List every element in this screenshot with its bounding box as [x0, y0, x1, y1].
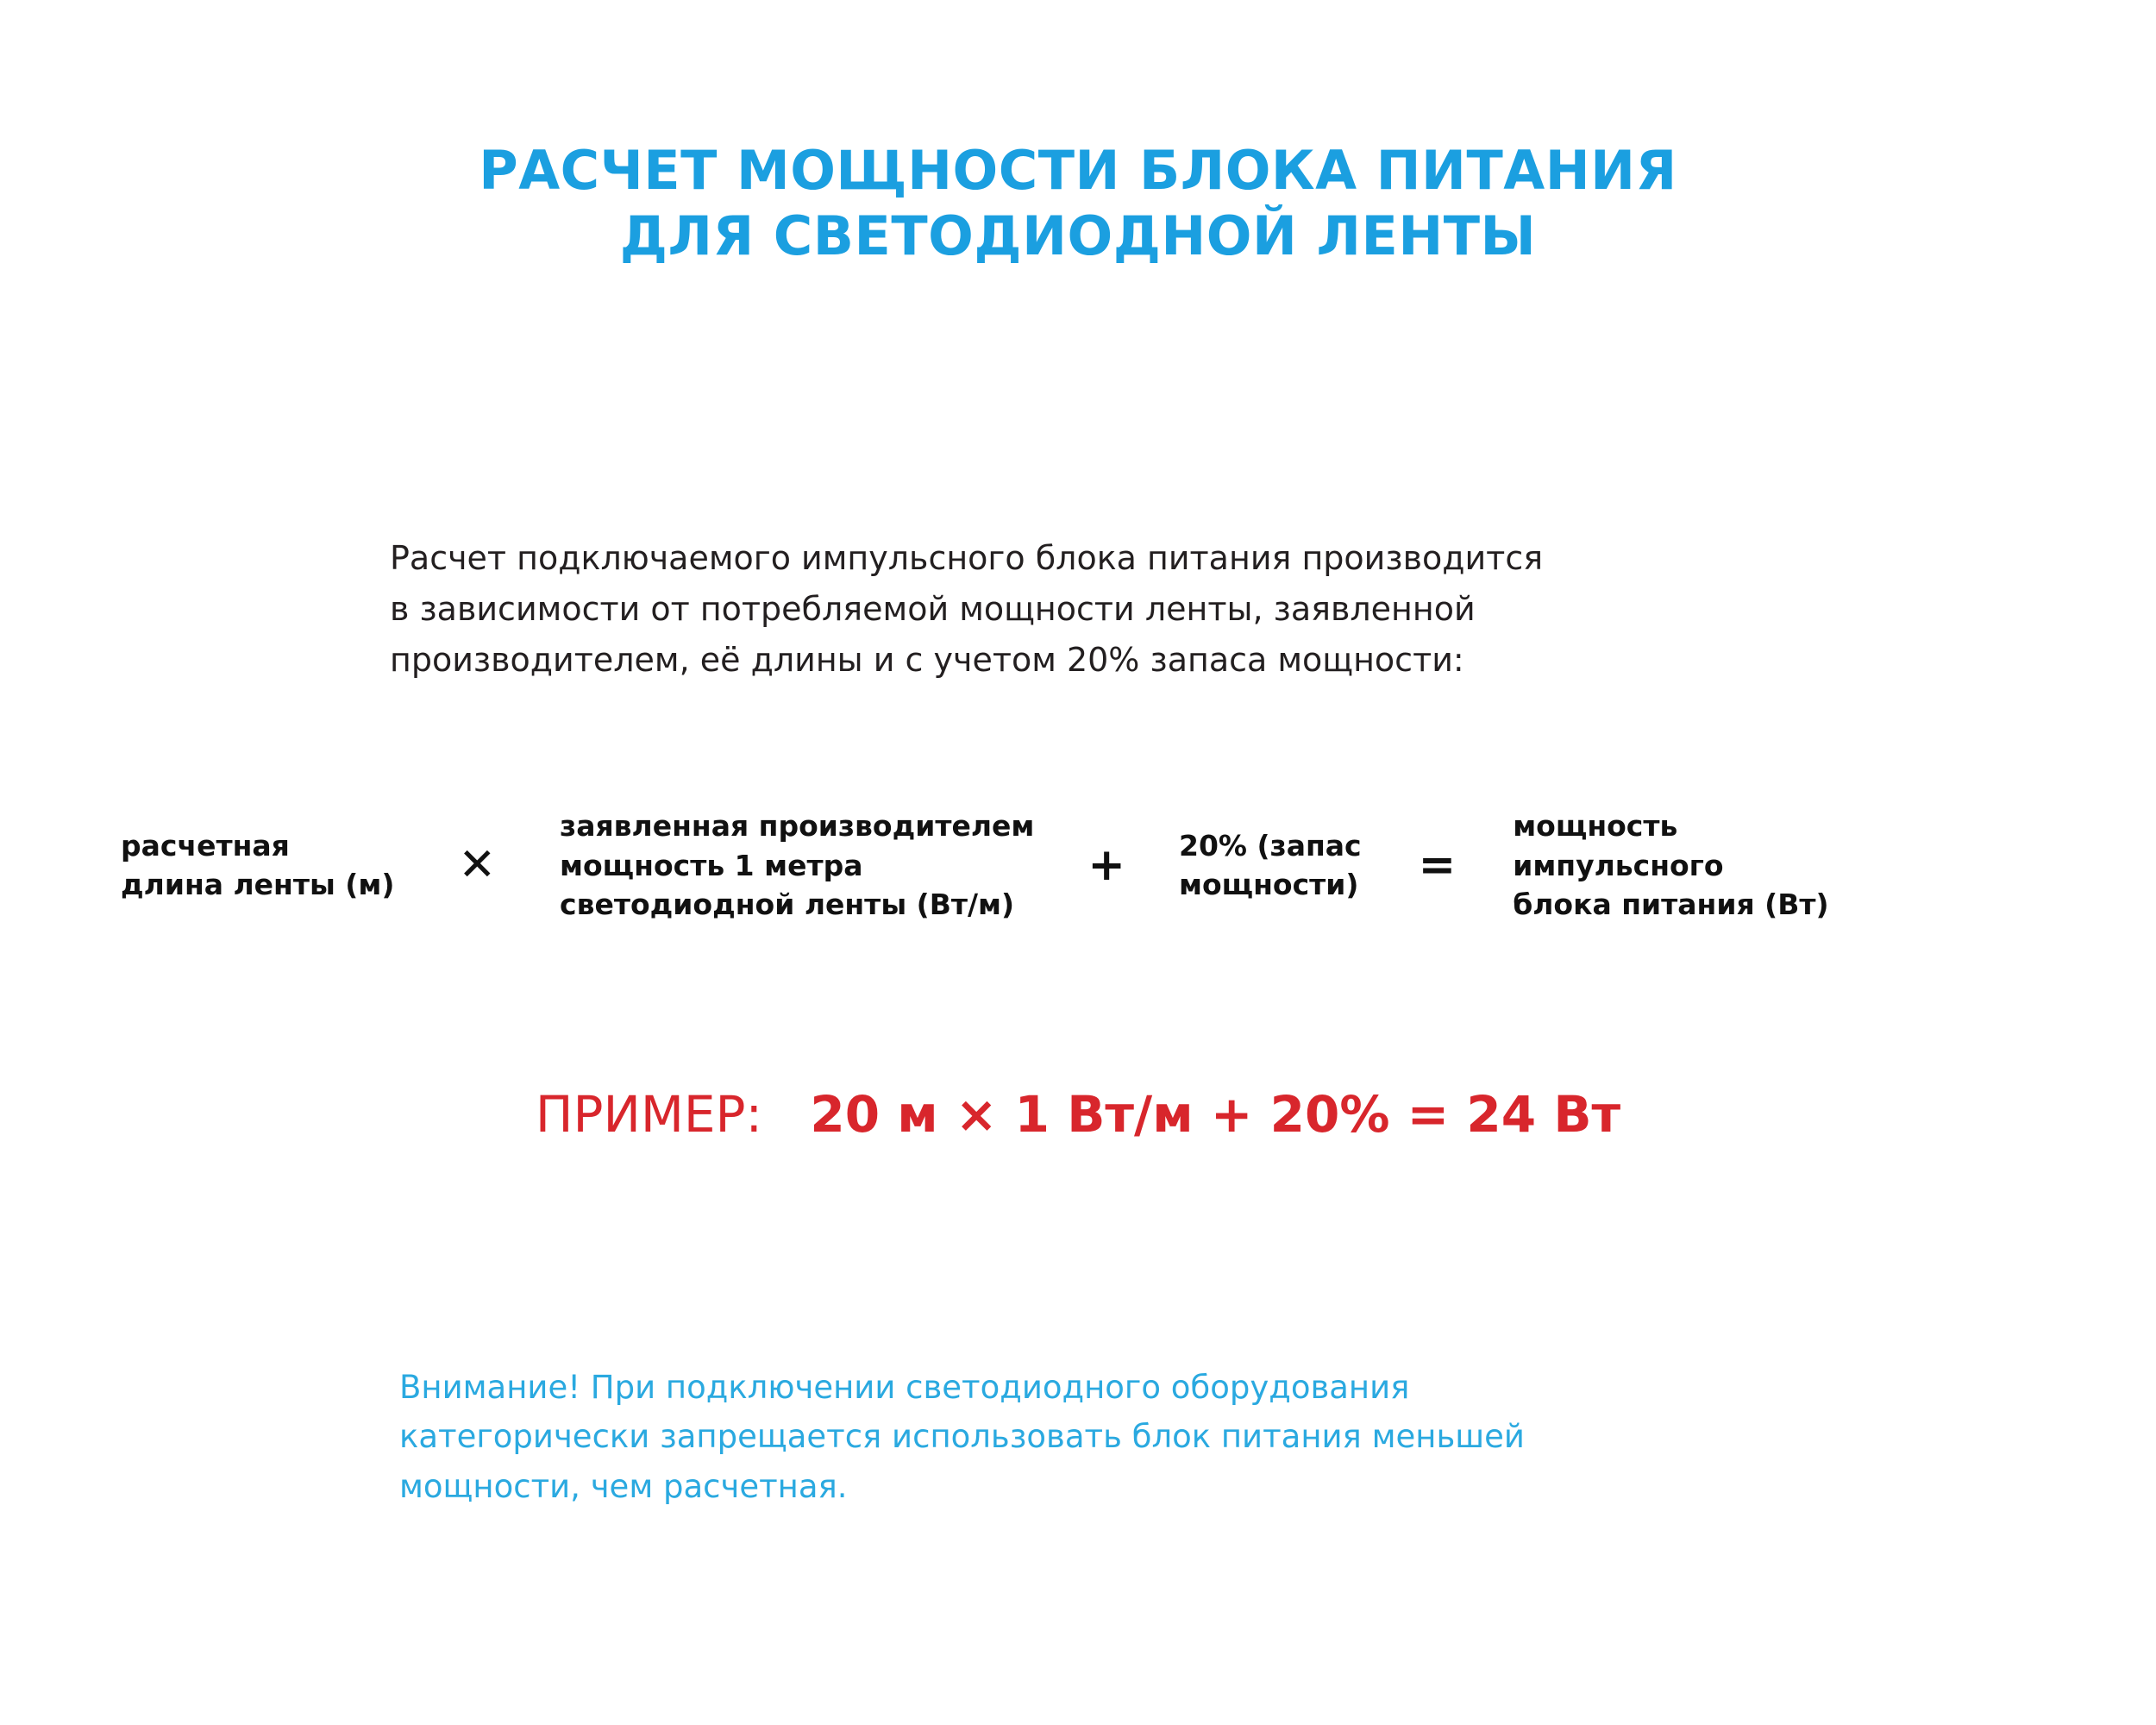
formula-term-declared-power	[560, 806, 1034, 925]
formula-term-length	[121, 826, 394, 905]
power-formula	[121, 806, 2044, 925]
intro-paragraph	[390, 533, 1856, 686]
example-value: 20 м × 1 Вт/м + 20% = 24 Вт	[810, 1085, 1621, 1144]
formula-term-result-line-3: блока питания (Вт)	[1513, 888, 1829, 922]
example-label: ПРИМЕР:	[535, 1085, 763, 1144]
formula-term-length-line-2: длина ленты (м)	[121, 868, 395, 902]
page-title-line-1: РАСЧЕТ МОЩНОСТИ БЛОКА ПИТАНИЯ	[479, 139, 1677, 202]
plus-icon: +	[1087, 839, 1125, 892]
intro-line-3: производителем, её длины и с учетом 20% запаса мощности:	[390, 640, 1464, 679]
formula-term-result-line-2: импульсного	[1513, 848, 1724, 882]
page-title	[0, 138, 2156, 268]
formula-term-length-line-1: расчетная	[121, 828, 290, 862]
formula-term-declared-power-line-3: светодиодной ленты (Вт/м)	[560, 888, 1015, 922]
multiply-icon: ✕	[458, 839, 497, 892]
page-title-line-2: ДЛЯ СВЕТОДИОДНОЙ ЛЕНТЫ	[619, 204, 1537, 267]
warning-note	[399, 1363, 1865, 1511]
warning-line-3: мощности, чем расчетная.	[399, 1467, 848, 1505]
intro-line-1: Расчет подключаемого импульсного блока питания производится	[390, 539, 1544, 577]
formula-term-reserve-line-2: мощности)	[1178, 868, 1359, 902]
equals-icon: =	[1418, 839, 1457, 892]
formula-term-declared-power-line-1: заявленная производителем	[560, 809, 1035, 843]
example-line	[0, 1085, 2156, 1144]
warning-line-1: Внимание! При подключении светодиодного оборудования	[399, 1369, 1410, 1406]
formula-term-result-line-1: мощность	[1513, 809, 1678, 843]
formula-term-declared-power-line-2: мощность 1 метра	[560, 848, 863, 882]
formula-term-reserve-line-1: 20% (запас	[1178, 828, 1362, 862]
formula-term-reserve	[1179, 826, 1362, 905]
warning-line-2: категорически запрещается использовать блок питания меньшей	[399, 1418, 1525, 1456]
intro-line-2: в зависимости от потребляемой мощности ленты, заявленной	[390, 589, 1476, 628]
formula-term-result	[1513, 806, 1828, 925]
